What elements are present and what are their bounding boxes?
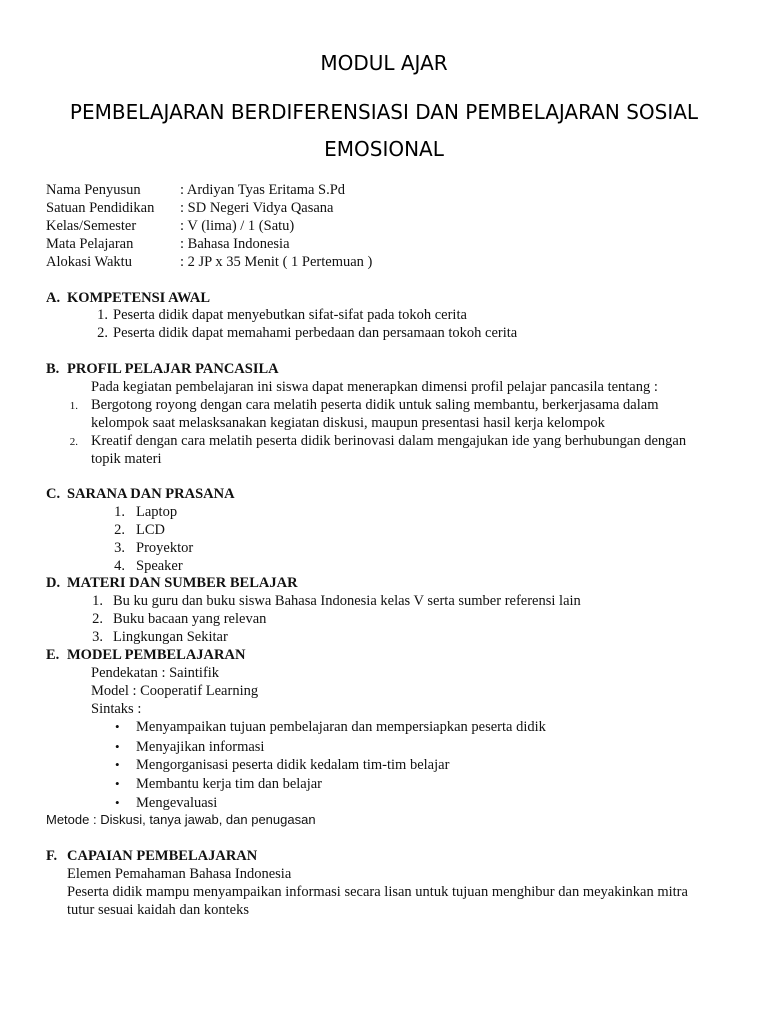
list-number: 2. <box>92 611 103 627</box>
list-item: Bu ku guru dan buku siswa Bahasa Indonesia kelas V serta sumber referensi lain <box>113 593 581 609</box>
list-item: Buku bacaan yang relevan <box>113 611 267 627</box>
list-number: 1. <box>92 593 103 609</box>
list-number: 1. <box>97 307 108 323</box>
list-number: 2. <box>69 436 78 448</box>
document-subtitle-line1: PEMBELAJARAN BERDIFERENSIASI DAN PEMBELAJARAN SOSIAL <box>69 100 699 124</box>
section-title: MODEL PEMBELAJARAN <box>67 647 246 663</box>
sintaks-label: Sintaks : <box>91 701 142 717</box>
list-item-line: kelompok saat melasksanakan kegiatan diskusi, maupun presentasi hasil kerja kelompok <box>91 415 605 431</box>
list-number: 1. <box>69 400 78 412</box>
capaian-line: Peserta didik mampu menyampaikan informasi secara lisan untuk tujuan menghibur dan meyakinkan mitra <box>67 884 688 900</box>
list-item: Lingkungan Sekitar <box>113 629 228 645</box>
list-number: 3. <box>114 540 125 556</box>
meta-value-mapel: : Bahasa Indonesia <box>180 236 290 252</box>
bullet-icon: • <box>115 719 120 734</box>
list-item: Menyajikan informasi <box>136 739 265 755</box>
list-number: 1. <box>114 504 125 520</box>
meta-value-penyusun: : Ardiyan Tyas Eritama S.Pd <box>180 182 346 198</box>
meta-label-alokasi: Alokasi Waktu <box>46 254 132 270</box>
section-title: CAPAIAN PEMBELAJARAN <box>67 848 258 864</box>
meta-label-kelas: Kelas/Semester <box>46 218 137 234</box>
list-item: Peserta didik dapat menyebutkan sifat-sifat pada tokoh cerita <box>113 307 467 323</box>
section-letter: A. <box>46 290 61 306</box>
section-letter: B. <box>46 361 60 377</box>
section-title: SARANA DAN PRASANA <box>67 486 235 502</box>
list-item: Membantu kerja tim dan belajar <box>136 776 323 792</box>
section-title: KOMPETENSI AWAL <box>67 290 211 306</box>
list-item: Mengorganisasi peserta didik kedalam tim-tim belajar <box>136 757 450 773</box>
list-item: Mengevaluasi <box>136 795 218 811</box>
section-title: PROFIL PELAJAR PANCASILA <box>67 361 279 377</box>
bullet-icon: • <box>115 776 120 791</box>
list-item-line: Kreatif dengan cara melatih peserta didik berinovasi dalam mengajukan ide yang berhubungan dengan <box>91 433 687 449</box>
list-item: Speaker <box>136 558 183 574</box>
metode-text: Metode : Diskusi, tanya jawab, dan penugasan <box>46 812 316 827</box>
list-item: Laptop <box>136 504 178 520</box>
bullet-icon: • <box>115 739 120 754</box>
meta-value-satuan: : SD Negeri Vidya Qasana <box>180 200 334 216</box>
section-letter: D. <box>46 575 61 591</box>
list-item: Menyampaikan tujuan pembelajaran dan mempersiapkan peserta didik <box>136 719 546 735</box>
section-letter: F. <box>46 848 58 864</box>
meta-label-mapel: Mata Pelajaran <box>46 236 134 252</box>
list-number: 3. <box>92 629 103 645</box>
list-number: 2. <box>114 522 125 538</box>
document-title: MODUL AJAR <box>320 51 448 75</box>
elemen-text: Elemen Pemahaman Bahasa Indonesia <box>67 866 292 882</box>
list-number: 4. <box>114 558 125 574</box>
meta-value-kelas: : V (lima) / 1 (Satu) <box>180 218 295 234</box>
list-item-line: Bergotong royong dengan cara melatih peserta didik untuk saling membantu, berkerjasama dalam <box>91 397 659 413</box>
model-text: Model : Cooperatif Learning <box>91 683 259 699</box>
list-item: LCD <box>136 522 165 538</box>
list-number: 2. <box>97 325 108 341</box>
section-title: MATERI DAN SUMBER BELAJAR <box>67 575 298 591</box>
section-intro: Pada kegiatan pembelajaran ini siswa dapat menerapkan dimensi profil pelajar pancasila tentang : <box>91 379 658 395</box>
list-item: Proyektor <box>136 540 194 556</box>
list-item-line: topik materi <box>91 451 162 467</box>
bullet-icon: • <box>115 757 120 772</box>
section-letter: C. <box>46 486 61 502</box>
capaian-line: tutur sesuai kaidah dan konteks <box>67 902 250 918</box>
meta-label-penyusun: Nama Penyusun <box>46 182 141 198</box>
list-item: Peserta didik dapat memahami perbedaan dan persamaan tokoh cerita <box>113 325 518 341</box>
meta-label-satuan: Satuan Pendidikan <box>46 200 155 216</box>
section-letter: E. <box>46 647 60 663</box>
document-subtitle-line2: EMOSIONAL <box>324 137 444 161</box>
pendekatan-text: Pendekatan : Saintifik <box>91 665 220 681</box>
bullet-icon: • <box>115 795 120 810</box>
meta-value-alokasi: : 2 JP x 35 Menit ( 1 Pertemuan ) <box>180 254 373 270</box>
